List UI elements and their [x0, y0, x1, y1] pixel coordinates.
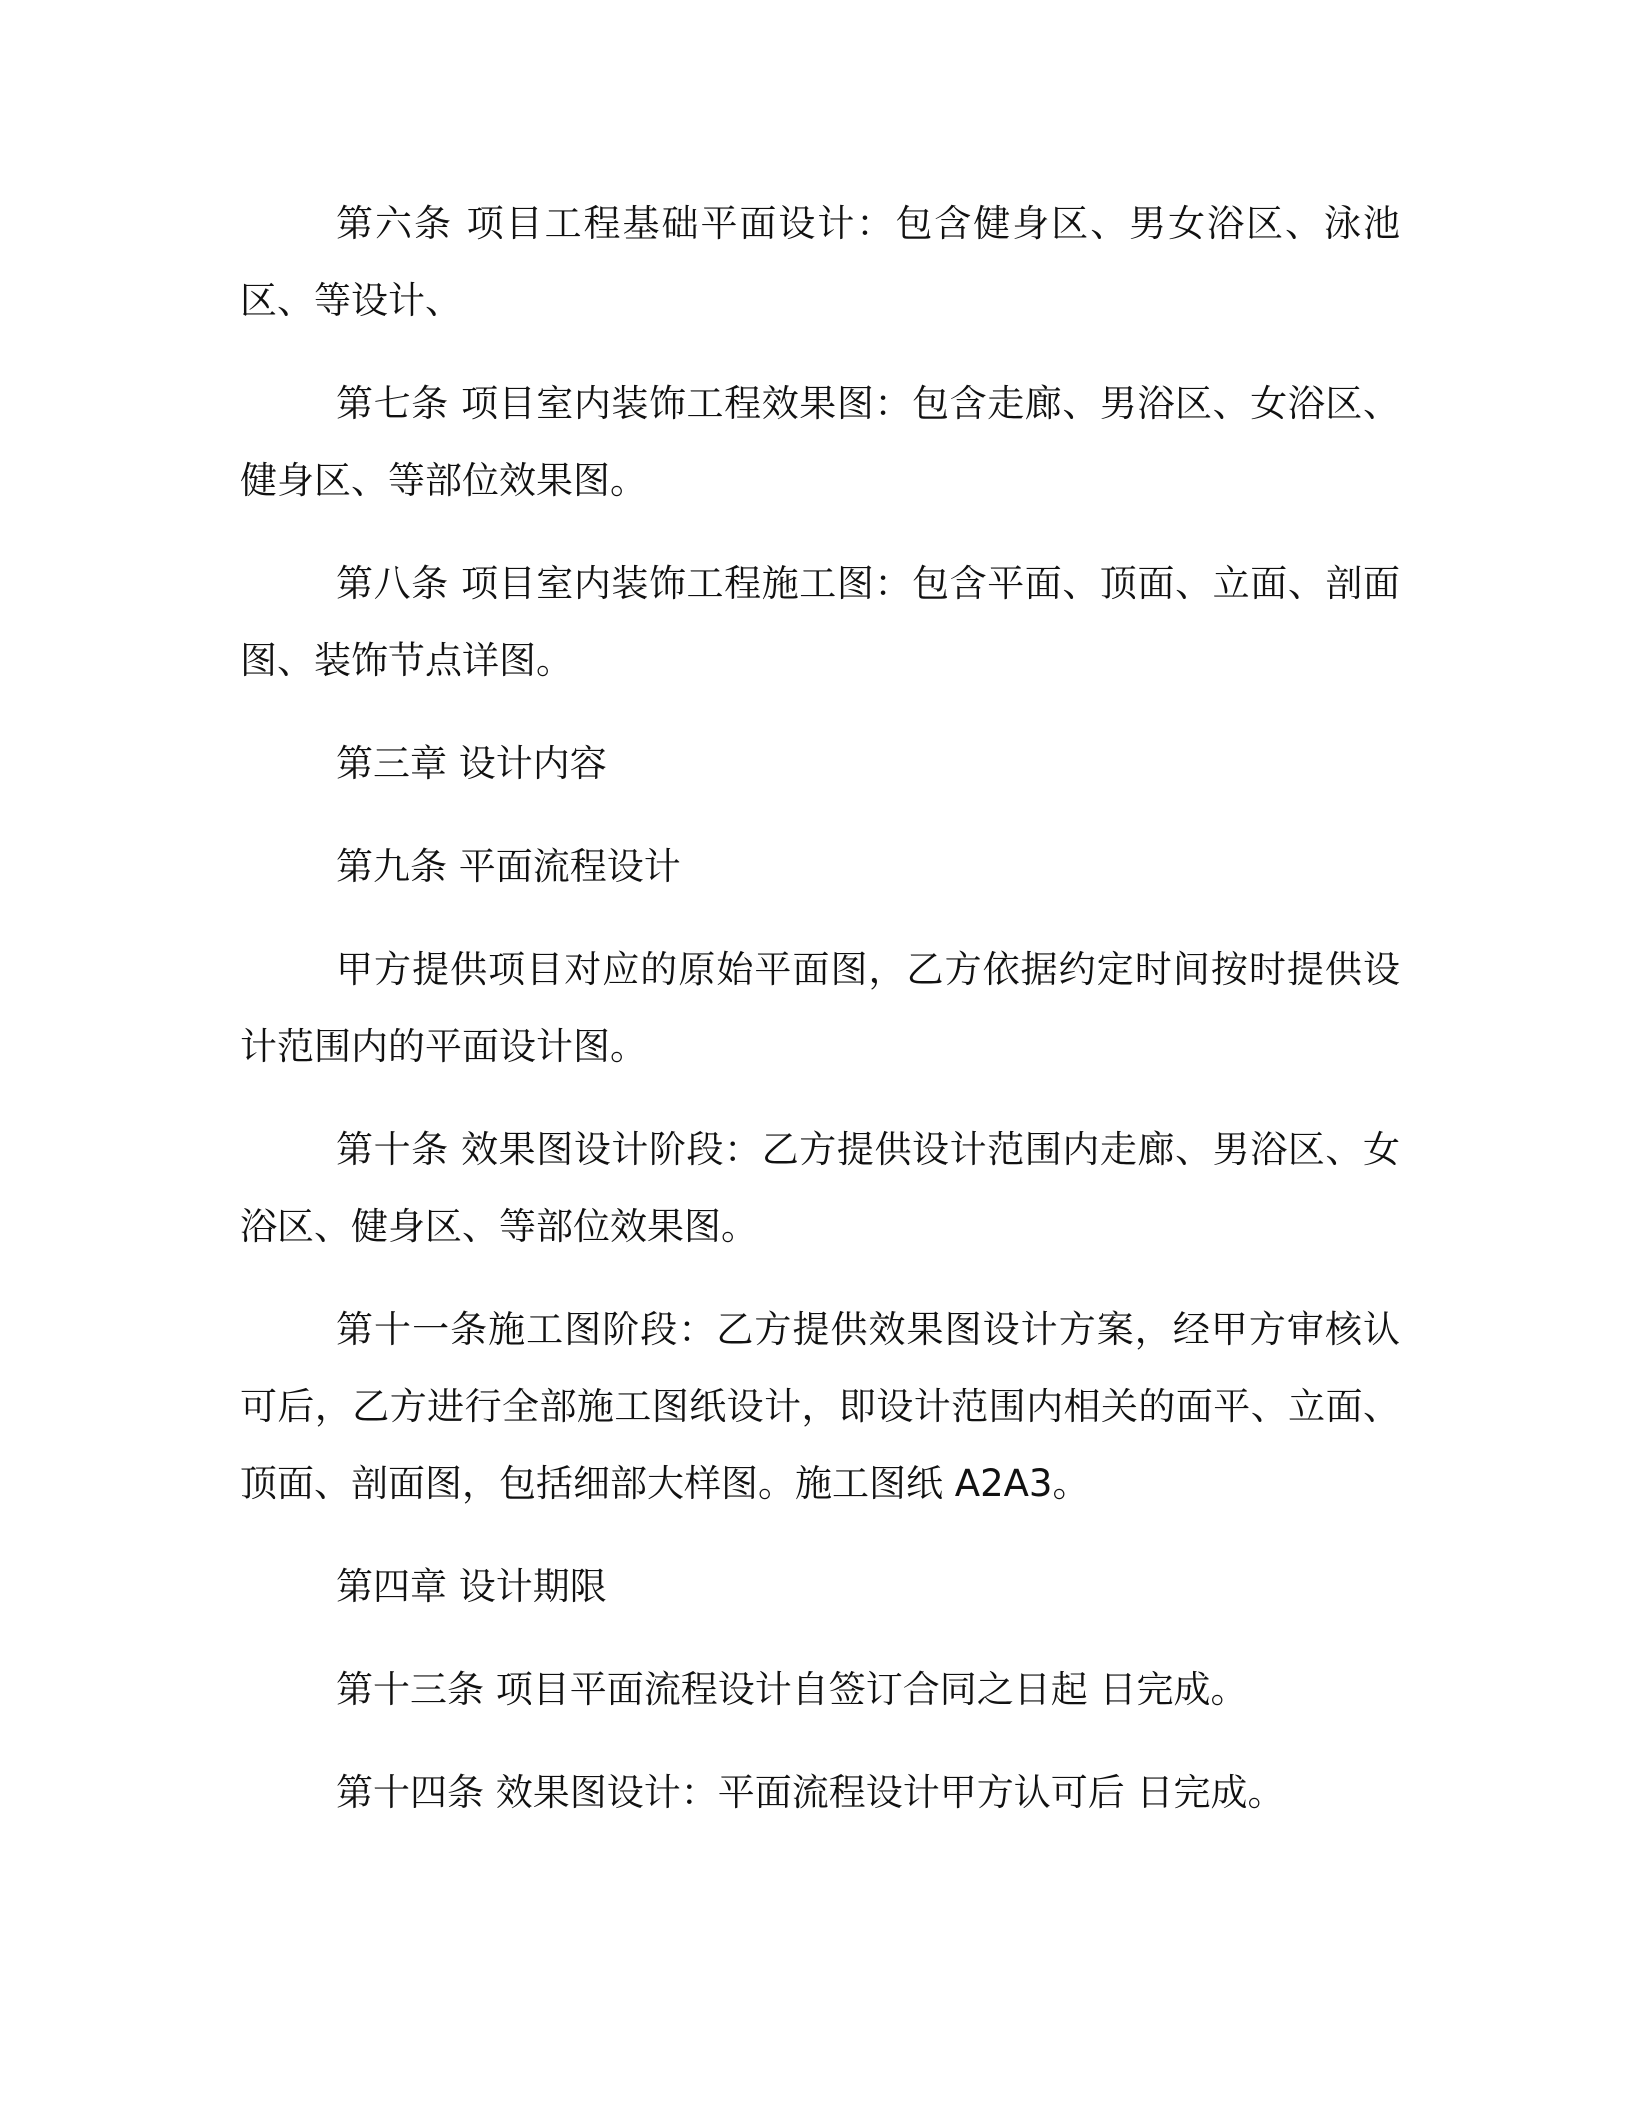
article-9-heading: 第九条 平面流程设计 [336, 845, 681, 888]
article-8-paragraph: 第八条 项目室内装饰工程施工图：包含平面、顶面、立面、剖面图、装饰节点详图。 [240, 562, 1400, 682]
article-9-paragraph: 甲方提供项目对应的原始平面图，乙方依据约定时间按时提供设计范围内的平面设计图。 [240, 948, 1400, 1068]
article-13-paragraph: 第十三条 项目平面流程设计自签订合同之日起 日完成。 [336, 1668, 1248, 1711]
document-body [240, 185, 1400, 1857]
article-7-paragraph: 第七条 项目室内装饰工程效果图：包含走廊、男浴区、女浴区、健身区、等部位效果图。 [240, 382, 1400, 502]
article-11-paragraph: 第十一条施工图阶段：乙方提供效果图设计方案，经甲方审核认可后，乙方进行全部施工图纸设计，即设计范围内相关的面平、立面、顶面、剖面图，包括细部大样图。施工图纸 A2A3。 [240, 1308, 1400, 1505]
article-14-paragraph: 第十四条 效果图设计：平面流程设计甲方认可后 日完成。 [336, 1771, 1285, 1814]
chapter-4-heading: 第四章 设计期限 [336, 1565, 607, 1608]
chapter-3-heading: 第三章 设计内容 [336, 742, 607, 785]
article-6-paragraph: 第六条 项目工程基础平面设计：包含健身区、男女浴区、泳池区、等设计、 [240, 202, 1400, 322]
article-10-paragraph: 第十条 效果图设计阶段：乙方提供设计范围内走廊、男浴区、女浴区、健身区、等部位效果图。 [240, 1128, 1400, 1248]
